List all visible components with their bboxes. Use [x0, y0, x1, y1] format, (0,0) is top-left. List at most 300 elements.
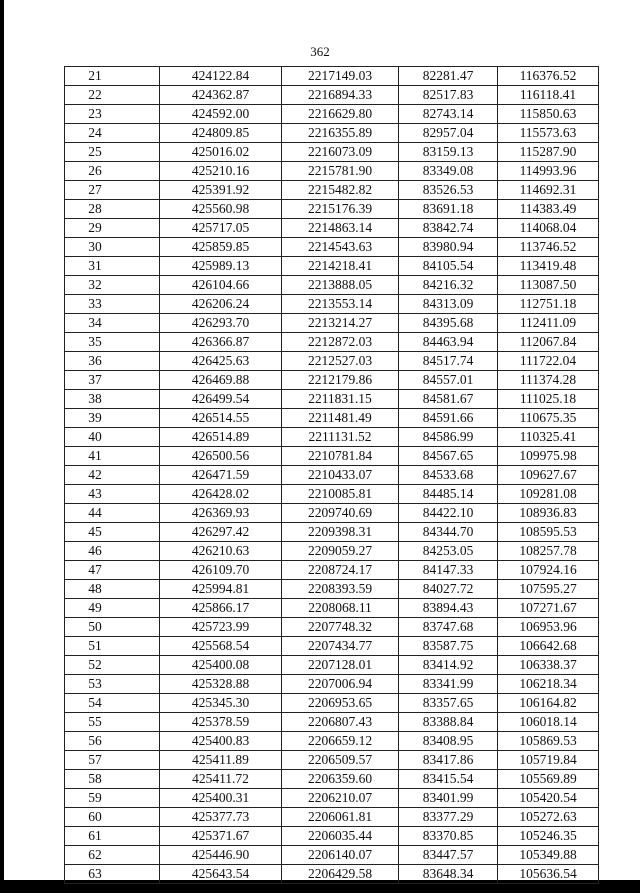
- point-number-cell: [65, 162, 160, 181]
- point-number-cell: [65, 713, 160, 732]
- point-number-cell: [65, 751, 160, 770]
- table-row: [65, 542, 599, 561]
- column-5-cell: 106164.82: [498, 694, 599, 713]
- table-row: [65, 618, 599, 637]
- table-row: [65, 846, 599, 865]
- column-2-cell: 426366.87: [160, 333, 282, 352]
- point-number-label: 60: [88, 809, 102, 825]
- column-5-cell: 107595.27: [498, 580, 599, 599]
- column-2-cell: 425446.90: [160, 846, 282, 865]
- column-4-cell: 83415.54: [399, 770, 498, 789]
- column-4-cell: 83370.85: [399, 827, 498, 846]
- table-row: [65, 751, 599, 770]
- point-number-label: 42: [88, 467, 102, 483]
- point-number-label: 30: [88, 239, 102, 255]
- column-4-cell: 84586.99: [399, 428, 498, 447]
- column-3-cell: 2209059.27: [282, 542, 399, 561]
- table-body: [65, 67, 599, 884]
- table-row: [65, 409, 599, 428]
- point-number-cell: [65, 428, 160, 447]
- point-number-label: 51: [88, 638, 102, 654]
- table-row: [65, 219, 599, 238]
- column-2-cell: 424592.00: [160, 105, 282, 124]
- column-3-cell: 2211831.15: [282, 390, 399, 409]
- column-3-cell: 2207128.01: [282, 656, 399, 675]
- column-3-cell: 2213553.14: [282, 295, 399, 314]
- column-4-cell: 83357.65: [399, 694, 498, 713]
- column-2-cell: 426369.93: [160, 504, 282, 523]
- point-number-label: 45: [88, 524, 102, 540]
- column-2-cell: 425717.05: [160, 219, 282, 238]
- point-number-cell: [65, 447, 160, 466]
- point-number-cell: [65, 238, 160, 257]
- point-number-cell: [65, 599, 160, 618]
- column-5-cell: 116376.52: [498, 67, 599, 86]
- column-5-cell: 113746.52: [498, 238, 599, 257]
- table-row: [65, 200, 599, 219]
- column-4-cell: 84485.14: [399, 485, 498, 504]
- column-5-cell: 105569.89: [498, 770, 599, 789]
- table-row: [65, 694, 599, 713]
- column-3-cell: 2214218.41: [282, 257, 399, 276]
- column-5-cell: 109281.08: [498, 485, 599, 504]
- table-row: [65, 162, 599, 181]
- column-5-cell: 105636.54: [498, 865, 599, 884]
- point-number-cell: [65, 466, 160, 485]
- column-2-cell: 425400.31: [160, 789, 282, 808]
- table-row: [65, 713, 599, 732]
- column-3-cell: 2214863.14: [282, 219, 399, 238]
- point-number-label: 61: [88, 828, 102, 844]
- point-number-label: 59: [88, 790, 102, 806]
- column-4-cell: 82957.04: [399, 124, 498, 143]
- page-number: 362: [310, 44, 330, 59]
- column-3-cell: 2216894.33: [282, 86, 399, 105]
- column-2-cell: 426210.63: [160, 542, 282, 561]
- table-row: [65, 276, 599, 295]
- column-3-cell: 2217149.03: [282, 67, 399, 86]
- table-row: [65, 865, 599, 884]
- column-3-cell: 2212527.03: [282, 352, 399, 371]
- point-number-cell: [65, 67, 160, 86]
- point-number-cell: [65, 276, 160, 295]
- point-number-cell: [65, 143, 160, 162]
- table-row: [65, 352, 599, 371]
- column-3-cell: 2212872.03: [282, 333, 399, 352]
- column-4-cell: 83894.43: [399, 599, 498, 618]
- column-4-cell: 83691.18: [399, 200, 498, 219]
- table-row: [65, 637, 599, 656]
- point-number-label: 22: [88, 87, 102, 103]
- table-row: [65, 580, 599, 599]
- column-4-cell: 83414.92: [399, 656, 498, 675]
- column-5-cell: 115573.63: [498, 124, 599, 143]
- point-number-label: 47: [88, 562, 102, 578]
- column-3-cell: 2206061.81: [282, 808, 399, 827]
- point-number-label: 28: [88, 201, 102, 217]
- table-row: [65, 523, 599, 542]
- column-3-cell: 2213888.05: [282, 276, 399, 295]
- point-number-cell: [65, 105, 160, 124]
- column-5-cell: 105349.88: [498, 846, 599, 865]
- table-row: [65, 732, 599, 751]
- point-number-label: 35: [88, 334, 102, 350]
- point-number-cell: [65, 694, 160, 713]
- column-5-cell: 107271.67: [498, 599, 599, 618]
- column-4-cell: 84253.05: [399, 542, 498, 561]
- table-row: [65, 827, 599, 846]
- point-number-label: 52: [88, 657, 102, 673]
- point-number-label: 25: [88, 144, 102, 160]
- column-5-cell: 110675.35: [498, 409, 599, 428]
- column-2-cell: 426514.89: [160, 428, 282, 447]
- point-number-label: 29: [88, 220, 102, 236]
- point-number-cell: [65, 86, 160, 105]
- point-number-cell: [65, 257, 160, 276]
- column-4-cell: 83408.95: [399, 732, 498, 751]
- point-number-label: 31: [88, 258, 102, 274]
- column-4-cell: 82281.47: [399, 67, 498, 86]
- column-5-cell: 116118.41: [498, 86, 599, 105]
- column-3-cell: 2211131.52: [282, 428, 399, 447]
- point-number-cell: [65, 789, 160, 808]
- table-row: [65, 599, 599, 618]
- column-2-cell: 426471.59: [160, 466, 282, 485]
- column-5-cell: 108595.53: [498, 523, 599, 542]
- column-4-cell: 84344.70: [399, 523, 498, 542]
- column-2-cell: 426500.56: [160, 447, 282, 466]
- column-5-cell: 105420.54: [498, 789, 599, 808]
- table-row: [65, 428, 599, 447]
- point-number-cell: [65, 865, 160, 884]
- coordinates-table: [64, 66, 599, 884]
- column-3-cell: 2208393.59: [282, 580, 399, 599]
- column-4-cell: 84591.66: [399, 409, 498, 428]
- column-5-cell: 110325.41: [498, 428, 599, 447]
- point-number-label: 55: [88, 714, 102, 730]
- column-2-cell: 426425.63: [160, 352, 282, 371]
- point-number-label: 48: [88, 581, 102, 597]
- point-number-cell: [65, 352, 160, 371]
- point-number-cell: [65, 295, 160, 314]
- point-number-label: 53: [88, 676, 102, 692]
- column-5-cell: 108936.83: [498, 504, 599, 523]
- column-4-cell: 83980.94: [399, 238, 498, 257]
- point-number-cell: [65, 390, 160, 409]
- column-3-cell: 2212179.86: [282, 371, 399, 390]
- point-number-label: 58: [88, 771, 102, 787]
- table-row: [65, 371, 599, 390]
- column-3-cell: 2207748.32: [282, 618, 399, 637]
- column-5-cell: 113419.48: [498, 257, 599, 276]
- table-row: [65, 105, 599, 124]
- point-number-cell: [65, 219, 160, 238]
- column-3-cell: 2206659.12: [282, 732, 399, 751]
- point-number-cell: [65, 314, 160, 333]
- column-4-cell: 83388.84: [399, 713, 498, 732]
- table-row: [65, 447, 599, 466]
- column-5-cell: 114068.04: [498, 219, 599, 238]
- column-4-cell: 83842.74: [399, 219, 498, 238]
- column-5-cell: 111374.28: [498, 371, 599, 390]
- column-2-cell: 425371.67: [160, 827, 282, 846]
- column-4-cell: 84395.68: [399, 314, 498, 333]
- column-4-cell: 84533.68: [399, 466, 498, 485]
- column-3-cell: 2210085.81: [282, 485, 399, 504]
- point-number-cell: [65, 542, 160, 561]
- column-2-cell: 424122.84: [160, 67, 282, 86]
- point-number-label: 23: [88, 106, 102, 122]
- column-4-cell: 82743.14: [399, 105, 498, 124]
- point-number-label: 37: [88, 372, 102, 388]
- column-5-cell: 106642.68: [498, 637, 599, 656]
- column-5-cell: 109627.67: [498, 466, 599, 485]
- column-5-cell: 111025.18: [498, 390, 599, 409]
- point-number-label: 54: [88, 695, 102, 711]
- column-3-cell: 2206140.07: [282, 846, 399, 865]
- column-3-cell: 2209398.31: [282, 523, 399, 542]
- column-2-cell: 425989.13: [160, 257, 282, 276]
- column-5-cell: 111722.04: [498, 352, 599, 371]
- point-number-label: 57: [88, 752, 102, 768]
- point-number-label: 62: [88, 847, 102, 863]
- column-2-cell: 426206.24: [160, 295, 282, 314]
- column-2-cell: 426109.70: [160, 561, 282, 580]
- column-2-cell: 425016.02: [160, 143, 282, 162]
- column-4-cell: 84313.09: [399, 295, 498, 314]
- column-4-cell: 84147.33: [399, 561, 498, 580]
- point-number-label: 43: [88, 486, 102, 502]
- column-3-cell: 2209740.69: [282, 504, 399, 523]
- column-3-cell: 2214543.63: [282, 238, 399, 257]
- column-2-cell: 426297.42: [160, 523, 282, 542]
- column-5-cell: 106338.37: [498, 656, 599, 675]
- column-4-cell: 84557.01: [399, 371, 498, 390]
- column-3-cell: 2211481.49: [282, 409, 399, 428]
- column-5-cell: 105869.53: [498, 732, 599, 751]
- table-row: [65, 808, 599, 827]
- point-number-cell: [65, 371, 160, 390]
- column-3-cell: 2206429.58: [282, 865, 399, 884]
- column-2-cell: 426428.02: [160, 485, 282, 504]
- point-number-label: 24: [88, 125, 102, 141]
- point-number-cell: [65, 580, 160, 599]
- column-5-cell: 106218.34: [498, 675, 599, 694]
- column-4-cell: 84216.32: [399, 276, 498, 295]
- point-number-cell: [65, 561, 160, 580]
- point-number-cell: [65, 181, 160, 200]
- column-3-cell: 2206807.43: [282, 713, 399, 732]
- point-number-cell: [65, 808, 160, 827]
- column-2-cell: 426104.66: [160, 276, 282, 295]
- column-2-cell: 425411.72: [160, 770, 282, 789]
- column-5-cell: 113087.50: [498, 276, 599, 295]
- column-4-cell: 84105.54: [399, 257, 498, 276]
- table-row: [65, 466, 599, 485]
- column-5-cell: 115287.90: [498, 143, 599, 162]
- point-number-cell: [65, 675, 160, 694]
- column-5-cell: 106953.96: [498, 618, 599, 637]
- table-row: [65, 86, 599, 105]
- point-number-cell: [65, 732, 160, 751]
- column-4-cell: 84581.67: [399, 390, 498, 409]
- table-row: [65, 656, 599, 675]
- column-4-cell: 84027.72: [399, 580, 498, 599]
- column-2-cell: 426293.70: [160, 314, 282, 333]
- column-2-cell: 425345.30: [160, 694, 282, 713]
- column-2-cell: 425400.08: [160, 656, 282, 675]
- point-number-label: 50: [88, 619, 102, 635]
- column-5-cell: 108257.78: [498, 542, 599, 561]
- point-number-label: 41: [88, 448, 102, 464]
- column-2-cell: 425411.89: [160, 751, 282, 770]
- column-4-cell: 83447.57: [399, 846, 498, 865]
- table-row: [65, 770, 599, 789]
- column-3-cell: 2207434.77: [282, 637, 399, 656]
- column-2-cell: 425568.54: [160, 637, 282, 656]
- column-2-cell: 424362.87: [160, 86, 282, 105]
- column-4-cell: 83587.75: [399, 637, 498, 656]
- column-3-cell: 2206953.65: [282, 694, 399, 713]
- point-number-label: 39: [88, 410, 102, 426]
- point-number-label: 21: [88, 68, 102, 84]
- column-5-cell: 105719.84: [498, 751, 599, 770]
- point-number-label: 49: [88, 600, 102, 616]
- column-2-cell: 425994.81: [160, 580, 282, 599]
- column-2-cell: 425643.54: [160, 865, 282, 884]
- column-5-cell: 106018.14: [498, 713, 599, 732]
- point-number-cell: [65, 656, 160, 675]
- point-number-cell: [65, 618, 160, 637]
- point-number-label: 32: [88, 277, 102, 293]
- column-4-cell: 83417.86: [399, 751, 498, 770]
- column-4-cell: 82517.83: [399, 86, 498, 105]
- table-row: [65, 124, 599, 143]
- column-4-cell: 83377.29: [399, 808, 498, 827]
- column-5-cell: 109975.98: [498, 447, 599, 466]
- point-number-label: 38: [88, 391, 102, 407]
- table-row: [65, 504, 599, 523]
- scan-border-left: [0, 0, 4, 893]
- point-number-label: 56: [88, 733, 102, 749]
- table-row: [65, 143, 599, 162]
- point-number-label: 27: [88, 182, 102, 198]
- column-5-cell: 114993.96: [498, 162, 599, 181]
- column-4-cell: 84422.10: [399, 504, 498, 523]
- column-4-cell: 83526.53: [399, 181, 498, 200]
- column-4-cell: 84463.94: [399, 333, 498, 352]
- column-5-cell: 114383.49: [498, 200, 599, 219]
- column-2-cell: 425377.73: [160, 808, 282, 827]
- column-2-cell: 425378.59: [160, 713, 282, 732]
- column-2-cell: 425560.98: [160, 200, 282, 219]
- column-4-cell: 83648.34: [399, 865, 498, 884]
- column-3-cell: 2215176.39: [282, 200, 399, 219]
- column-5-cell: 115850.63: [498, 105, 599, 124]
- column-2-cell: 425400.83: [160, 732, 282, 751]
- point-number-cell: [65, 409, 160, 428]
- point-number-label: 26: [88, 163, 102, 179]
- column-4-cell: 84567.65: [399, 447, 498, 466]
- point-number-cell: [65, 504, 160, 523]
- column-3-cell: 2215482.82: [282, 181, 399, 200]
- column-2-cell: 425328.88: [160, 675, 282, 694]
- table-row: [65, 485, 599, 504]
- table-row: [65, 789, 599, 808]
- column-3-cell: 2210781.84: [282, 447, 399, 466]
- column-2-cell: 426514.55: [160, 409, 282, 428]
- table-row: [65, 314, 599, 333]
- table-row: [65, 67, 599, 86]
- column-4-cell: 83341.99: [399, 675, 498, 694]
- column-3-cell: 2216073.09: [282, 143, 399, 162]
- column-5-cell: 114692.31: [498, 181, 599, 200]
- table-row: [65, 181, 599, 200]
- column-3-cell: 2215781.90: [282, 162, 399, 181]
- column-2-cell: 426499.54: [160, 390, 282, 409]
- column-3-cell: 2206509.57: [282, 751, 399, 770]
- column-2-cell: 425723.99: [160, 618, 282, 637]
- column-5-cell: 107924.16: [498, 561, 599, 580]
- column-3-cell: 2216355.89: [282, 124, 399, 143]
- column-2-cell: 425859.85: [160, 238, 282, 257]
- column-5-cell: 105246.35: [498, 827, 599, 846]
- point-number-label: 46: [88, 543, 102, 559]
- column-2-cell: 425866.17: [160, 599, 282, 618]
- column-5-cell: 112067.84: [498, 333, 599, 352]
- point-number-cell: [65, 333, 160, 352]
- column-3-cell: 2216629.80: [282, 105, 399, 124]
- point-number-label: 63: [88, 866, 102, 882]
- table-row: [65, 295, 599, 314]
- column-2-cell: 424809.85: [160, 124, 282, 143]
- table-row: [65, 257, 599, 276]
- column-4-cell: 83159.13: [399, 143, 498, 162]
- table-row: [65, 561, 599, 580]
- point-number-label: 33: [88, 296, 102, 312]
- column-4-cell: 83401.99: [399, 789, 498, 808]
- column-2-cell: 425391.92: [160, 181, 282, 200]
- column-4-cell: 84517.74: [399, 352, 498, 371]
- point-number-label: 36: [88, 353, 102, 369]
- point-number-cell: [65, 523, 160, 542]
- column-3-cell: 2208724.17: [282, 561, 399, 580]
- column-3-cell: 2206210.07: [282, 789, 399, 808]
- column-3-cell: 2213214.27: [282, 314, 399, 333]
- point-number-cell: [65, 124, 160, 143]
- table-row: [65, 390, 599, 409]
- column-3-cell: 2210433.07: [282, 466, 399, 485]
- point-number-cell: [65, 637, 160, 656]
- point-number-cell: [65, 770, 160, 789]
- column-2-cell: 425210.16: [160, 162, 282, 181]
- column-4-cell: 83349.08: [399, 162, 498, 181]
- point-number-cell: [65, 846, 160, 865]
- table-row: [65, 333, 599, 352]
- point-number-cell: [65, 200, 160, 219]
- table-row: [65, 675, 599, 694]
- table-row: [65, 238, 599, 257]
- column-5-cell: 112411.09: [498, 314, 599, 333]
- column-3-cell: 2206359.60: [282, 770, 399, 789]
- column-3-cell: 2208068.11: [282, 599, 399, 618]
- point-number-label: 44: [88, 505, 102, 521]
- column-3-cell: 2207006.94: [282, 675, 399, 694]
- column-2-cell: 426469.88: [160, 371, 282, 390]
- point-number-cell: [65, 485, 160, 504]
- point-number-label: 40: [88, 429, 102, 445]
- column-4-cell: 83747.68: [399, 618, 498, 637]
